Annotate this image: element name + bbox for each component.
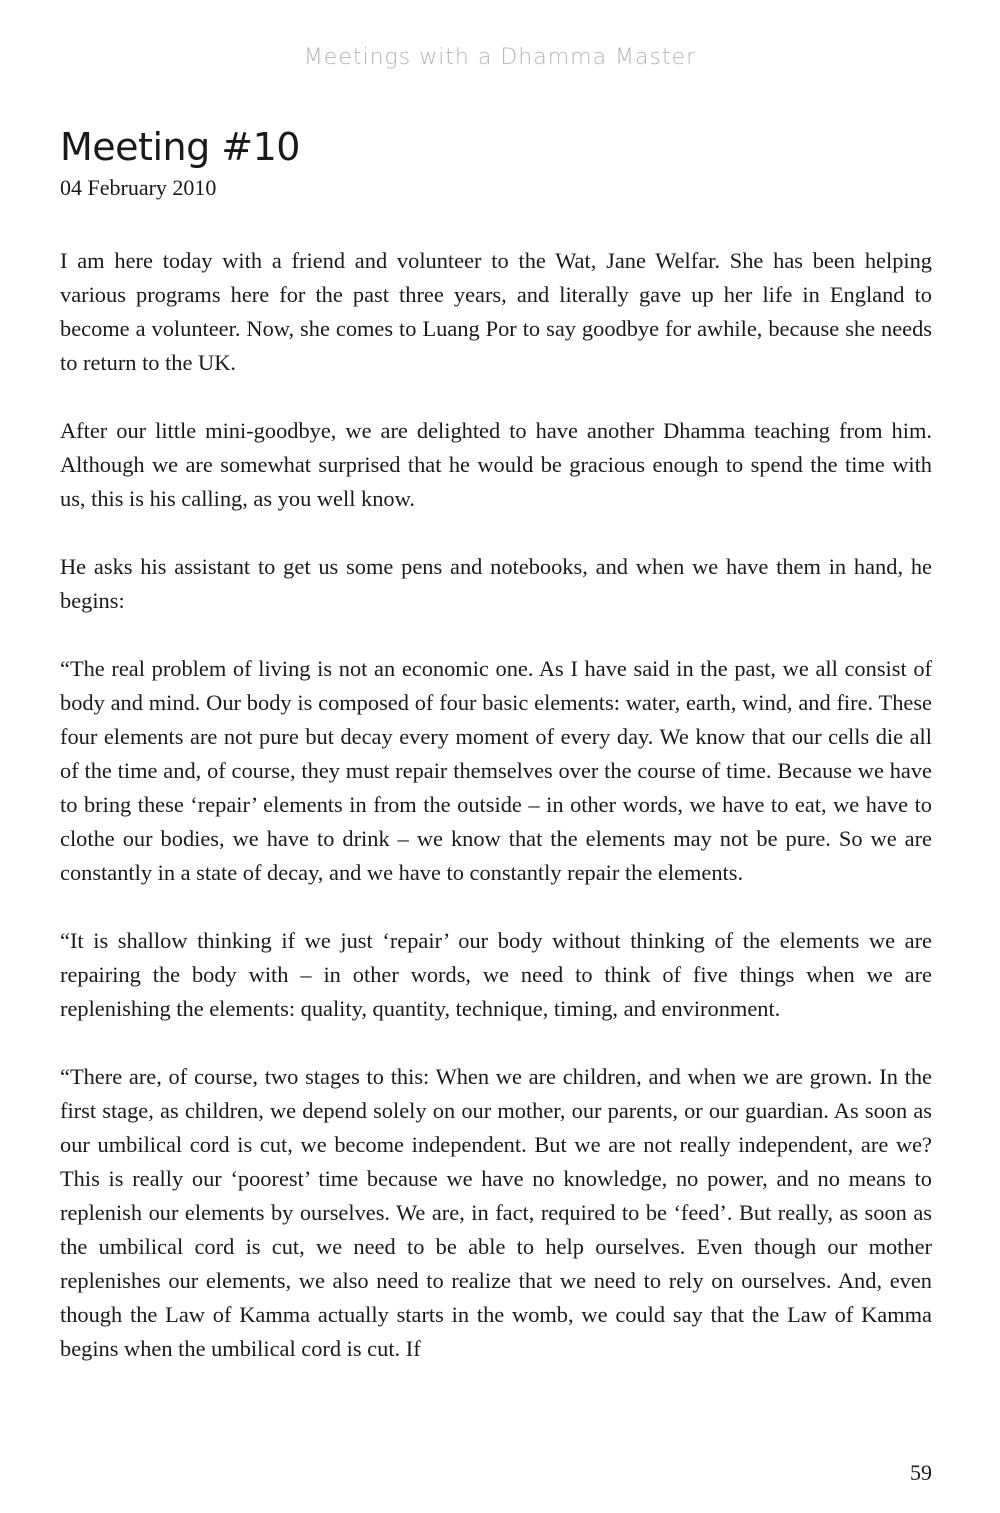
running-header: Meetings with a Dhamma Master <box>303 45 697 70</box>
meeting-title: Meeting #10 <box>60 125 300 169</box>
page-number: 59 <box>910 1460 932 1485</box>
meeting-date: 04 February 2010 <box>60 175 217 200</box>
paragraph-5: “It is shallow thinking if we just ‘repair’ our body without thinking of the elements we are repairing the body with – in other words, we need to think of five things when we are replenishing the elements: quality, quantity, technique, timing, and environment. <box>60 928 932 1021</box>
body-text <box>60 244 932 1400</box>
paragraph-1: I am here today with a friend and volunteer to the Wat, Jane Welfar. She has been helping various programs here for the past three years, and literally gave up her life in England to become a volunteer. Now, she comes to Luang Por to say goodbye for awhile, because she needs to return to the UK. <box>60 248 932 375</box>
paragraph-4: “The real problem of living is not an economic one. As I have said in the past, we all consist of body and mind. Our body is composed of four basic elements: water, earth, wind, and fire. These four elements are not pure but decay every moment of every day. We know that our cells die all of the time and, of course, they must repair themselves over the course of time. Because we have to bring these ‘repair’ elements in from the outside – in other words, we have to eat, we have to clothe our bodies, we have to drink – we know that the elements may not be pure. So we are constantly in a state of decay, and we have to constantly repair the elements. <box>60 656 932 885</box>
paragraph-3: He asks his assistant to get us some pens and notebooks, and when we have them in hand, he begins: <box>60 554 932 613</box>
paragraph-2: After our little mini-goodbye, we are delighted to have another Dhamma teaching from him. Although we are somewhat surprised that he would be gracious enough to spend the time with us, this is his calling, as you well know. <box>60 418 932 511</box>
paragraph-6: “There are, of course, two stages to this: When we are children, and when we are grown. In the first stage, as children, we depend solely on our mother, our parents, or our guardian. As soon as our umbilical cord is cut, we become independent. But we are not really independent, are we? This is really our ‘poorest’ time because we have no knowledge, no power, and no means to replenish our elements by ourselves. We are, in fact, required to be ‘feed’. But really, as soon as the umbilical cord is cut, we need to be able to help ourselves. Even though our mother replenishes our elements, we also need to realize that we need to rely on ourselves. And, even though the Law of Kamma actually starts in the womb, we could say that the Law of Kamma begins when the umbilical cord is cut. If <box>60 1064 932 1361</box>
